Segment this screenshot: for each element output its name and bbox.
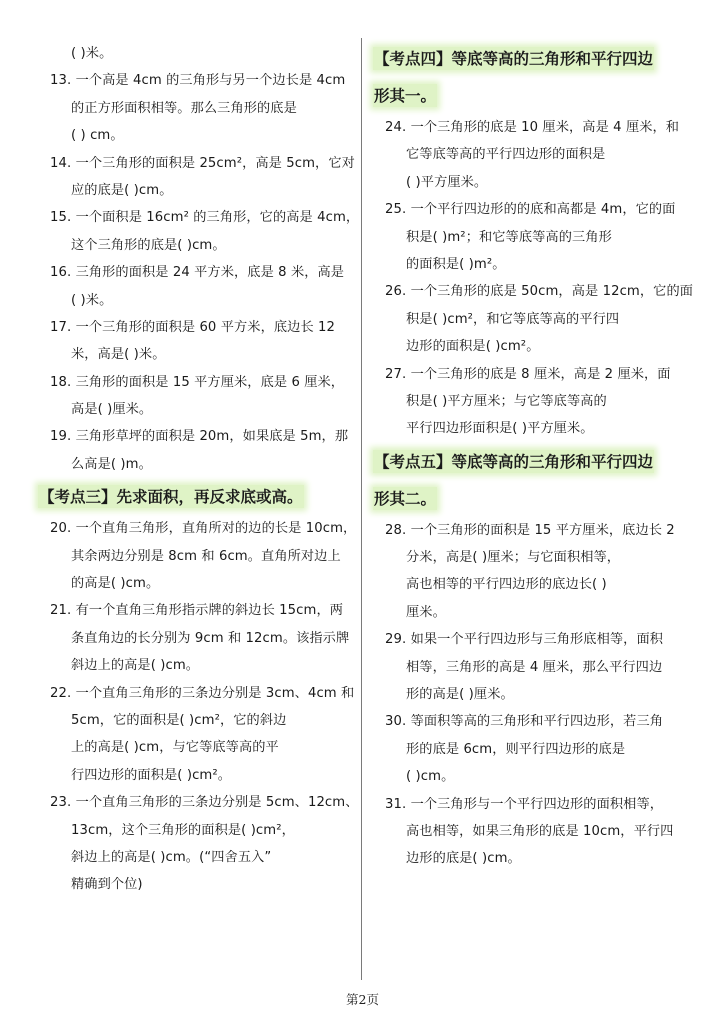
question-continuation-line: 5cm，它的面积是( )cm²，它的斜边 [71,712,287,728]
question-line: 25. 一个平行四边形的的底和高都是 4m，它的面 [385,202,676,218]
question-line: 19. 三角形草坪的面积是 20m，如果底是 5m，那 [50,429,349,445]
question-continuation-line: ( )米。 [71,292,113,308]
question-continuation-line: 积是( )m²；和它等底等高的三角形 [406,229,612,245]
question-continuation-line: 分米，高是( )厘米；与它面积相等， [406,550,621,566]
question-line: 27. 一个三角形的底是 8 厘米，高是 2 厘米，面 [385,366,671,382]
right-column [373,40,693,873]
question-continuation-line: 的正方形面积相等。那么三角形的底是 [71,100,297,116]
question-continuation-line: 这个三角形的底是( )cm。 [71,237,226,253]
column-divider [361,38,362,980]
question-continuation-line: 行四边形的面积是( )cm²。 [71,767,232,783]
question-line: 15. 一个面积是 16cm² 的三角形，它的高是 4cm， [50,210,360,226]
question-line: 18. 三角形的面积是 15 平方厘米，底是 6 厘米， [50,374,345,390]
question-continuation-line: 形的底是 6cm，则平行四边形的底是 [406,741,626,757]
question-continuation-line: 米，高是( )米。 [71,347,166,363]
question-continuation-line: 么高是( )m。 [71,456,152,472]
question-continuation-line: 厘米。 [406,604,446,620]
question-continuation-line: ( )平方厘米。 [406,174,488,190]
question-line: 22. 一个直角三角形的三条边分别是 3cm、4cm 和 [50,685,355,701]
section-heading-text: 【考点三】先求面积，再反求底或高。 [39,487,303,507]
question-continuation-line: 相等，三角形的高是 4 厘米，那么平行四边 [406,659,663,675]
question-line: 28. 一个三角形的面积是 15 平方厘米，底边长 2 [385,522,675,538]
left-column [38,40,358,899]
question-continuation-line: 边形的面积是( )cm²。 [406,339,540,355]
question-continuation-line: 的高是( )cm。 [71,576,160,592]
section-heading-text: 【考点四】等底等高的三角形和平行四边 [374,49,654,68]
question-continuation-line: ( ) cm。 [71,128,124,144]
question-continuation-line: 高也相等的平行四边形的底边长( ) [406,577,607,593]
question-line: 17. 一个三角形的面积是 60 平方米，底边长 12 [50,319,335,335]
question-continuation-line: ( )米。 [71,46,113,61]
question-line: 24. 一个三角形的底是 10 厘米，高是 4 厘米，和 [385,120,680,135]
question-line: 23. 一个直角三角形的三条边分别是 5cm、12cm、 [50,795,359,811]
question-line: 31. 一个三角形与一个平行四边形的面积相等， [385,796,664,812]
question-continuation-line: 条直角边的长分别为 9cm 和 12cm。该指示牌 [71,630,350,646]
question-continuation-line: 边形的底是( )cm。 [406,851,521,867]
question-line: 20. 一个直角三角形，直角所对的边的长是 10cm， [50,521,357,537]
question-continuation-line: 上的高是( )cm，与它等底等高的平 [71,740,279,756]
question-line: 14. 一个三角形的面积是 25cm²，高是 5cm，它对 [50,155,355,171]
question-continuation-line: 它等底等高的平行四边形的面积是 [406,147,606,163]
section-heading-text: 形其一。 [374,86,437,105]
question-continuation-line: 13cm，这个三角形的面积是( )cm²， [71,822,295,838]
question-continuation-line: 精确到个位) [71,877,143,893]
question-line: 13. 一个高是 4cm 的三角形与另一个边长是 4cm [50,73,346,89]
page-number: 第2页 [346,992,379,1007]
question-continuation-line: 斜边上的高是( )cm。(“四舍五入” [71,849,272,865]
question-continuation-line: 的面积是( )m²。 [406,256,506,272]
question-continuation-line: 高是( )厘米。 [71,402,153,418]
question-continuation-line: 高也相等，如果三角形的底是 10cm，平行四 [406,823,674,839]
section-heading-text: 形其二。 [374,488,437,508]
question-line: 21. 有一个直角三角形指示牌的斜边长 15cm，两 [50,603,344,619]
question-line: 16. 三角形的面积是 24 平方米，底是 8 米，高是 [50,265,345,281]
section-heading [373,443,693,480]
question-line: 30. 等面积等高的三角形和平行四边形，若三角 [385,714,664,730]
section-heading [373,40,693,77]
section-heading-text: 【考点五】等底等高的三角形和平行四边 [374,451,654,471]
section-heading [38,478,358,515]
question-line: 29. 如果一个平行四边形与三角形底相等，面积 [385,632,664,648]
question-continuation-line: 应的底是( )cm。 [71,182,173,198]
section-heading [373,480,693,517]
question-continuation-line: 积是( )平方厘米；与它等底等高的 [406,393,607,409]
question-continuation-line: 形的高是( )厘米。 [406,687,514,703]
question-line: 26. 一个三角形的底是 50cm，高是 12cm，它的面 [385,284,694,300]
question-continuation-line: 积是( )cm²，和它等底等高的平行四 [406,311,620,327]
section-heading [373,77,693,114]
question-continuation-line: 斜边上的高是( )cm。 [71,658,200,674]
question-continuation-line: 平行四边形面积是( )平方厘米。 [406,421,594,437]
question-continuation-line: 其余两边分别是 8cm 和 6cm。直角所对边上 [71,548,341,564]
question-continuation-line: ( )cm。 [406,769,455,785]
